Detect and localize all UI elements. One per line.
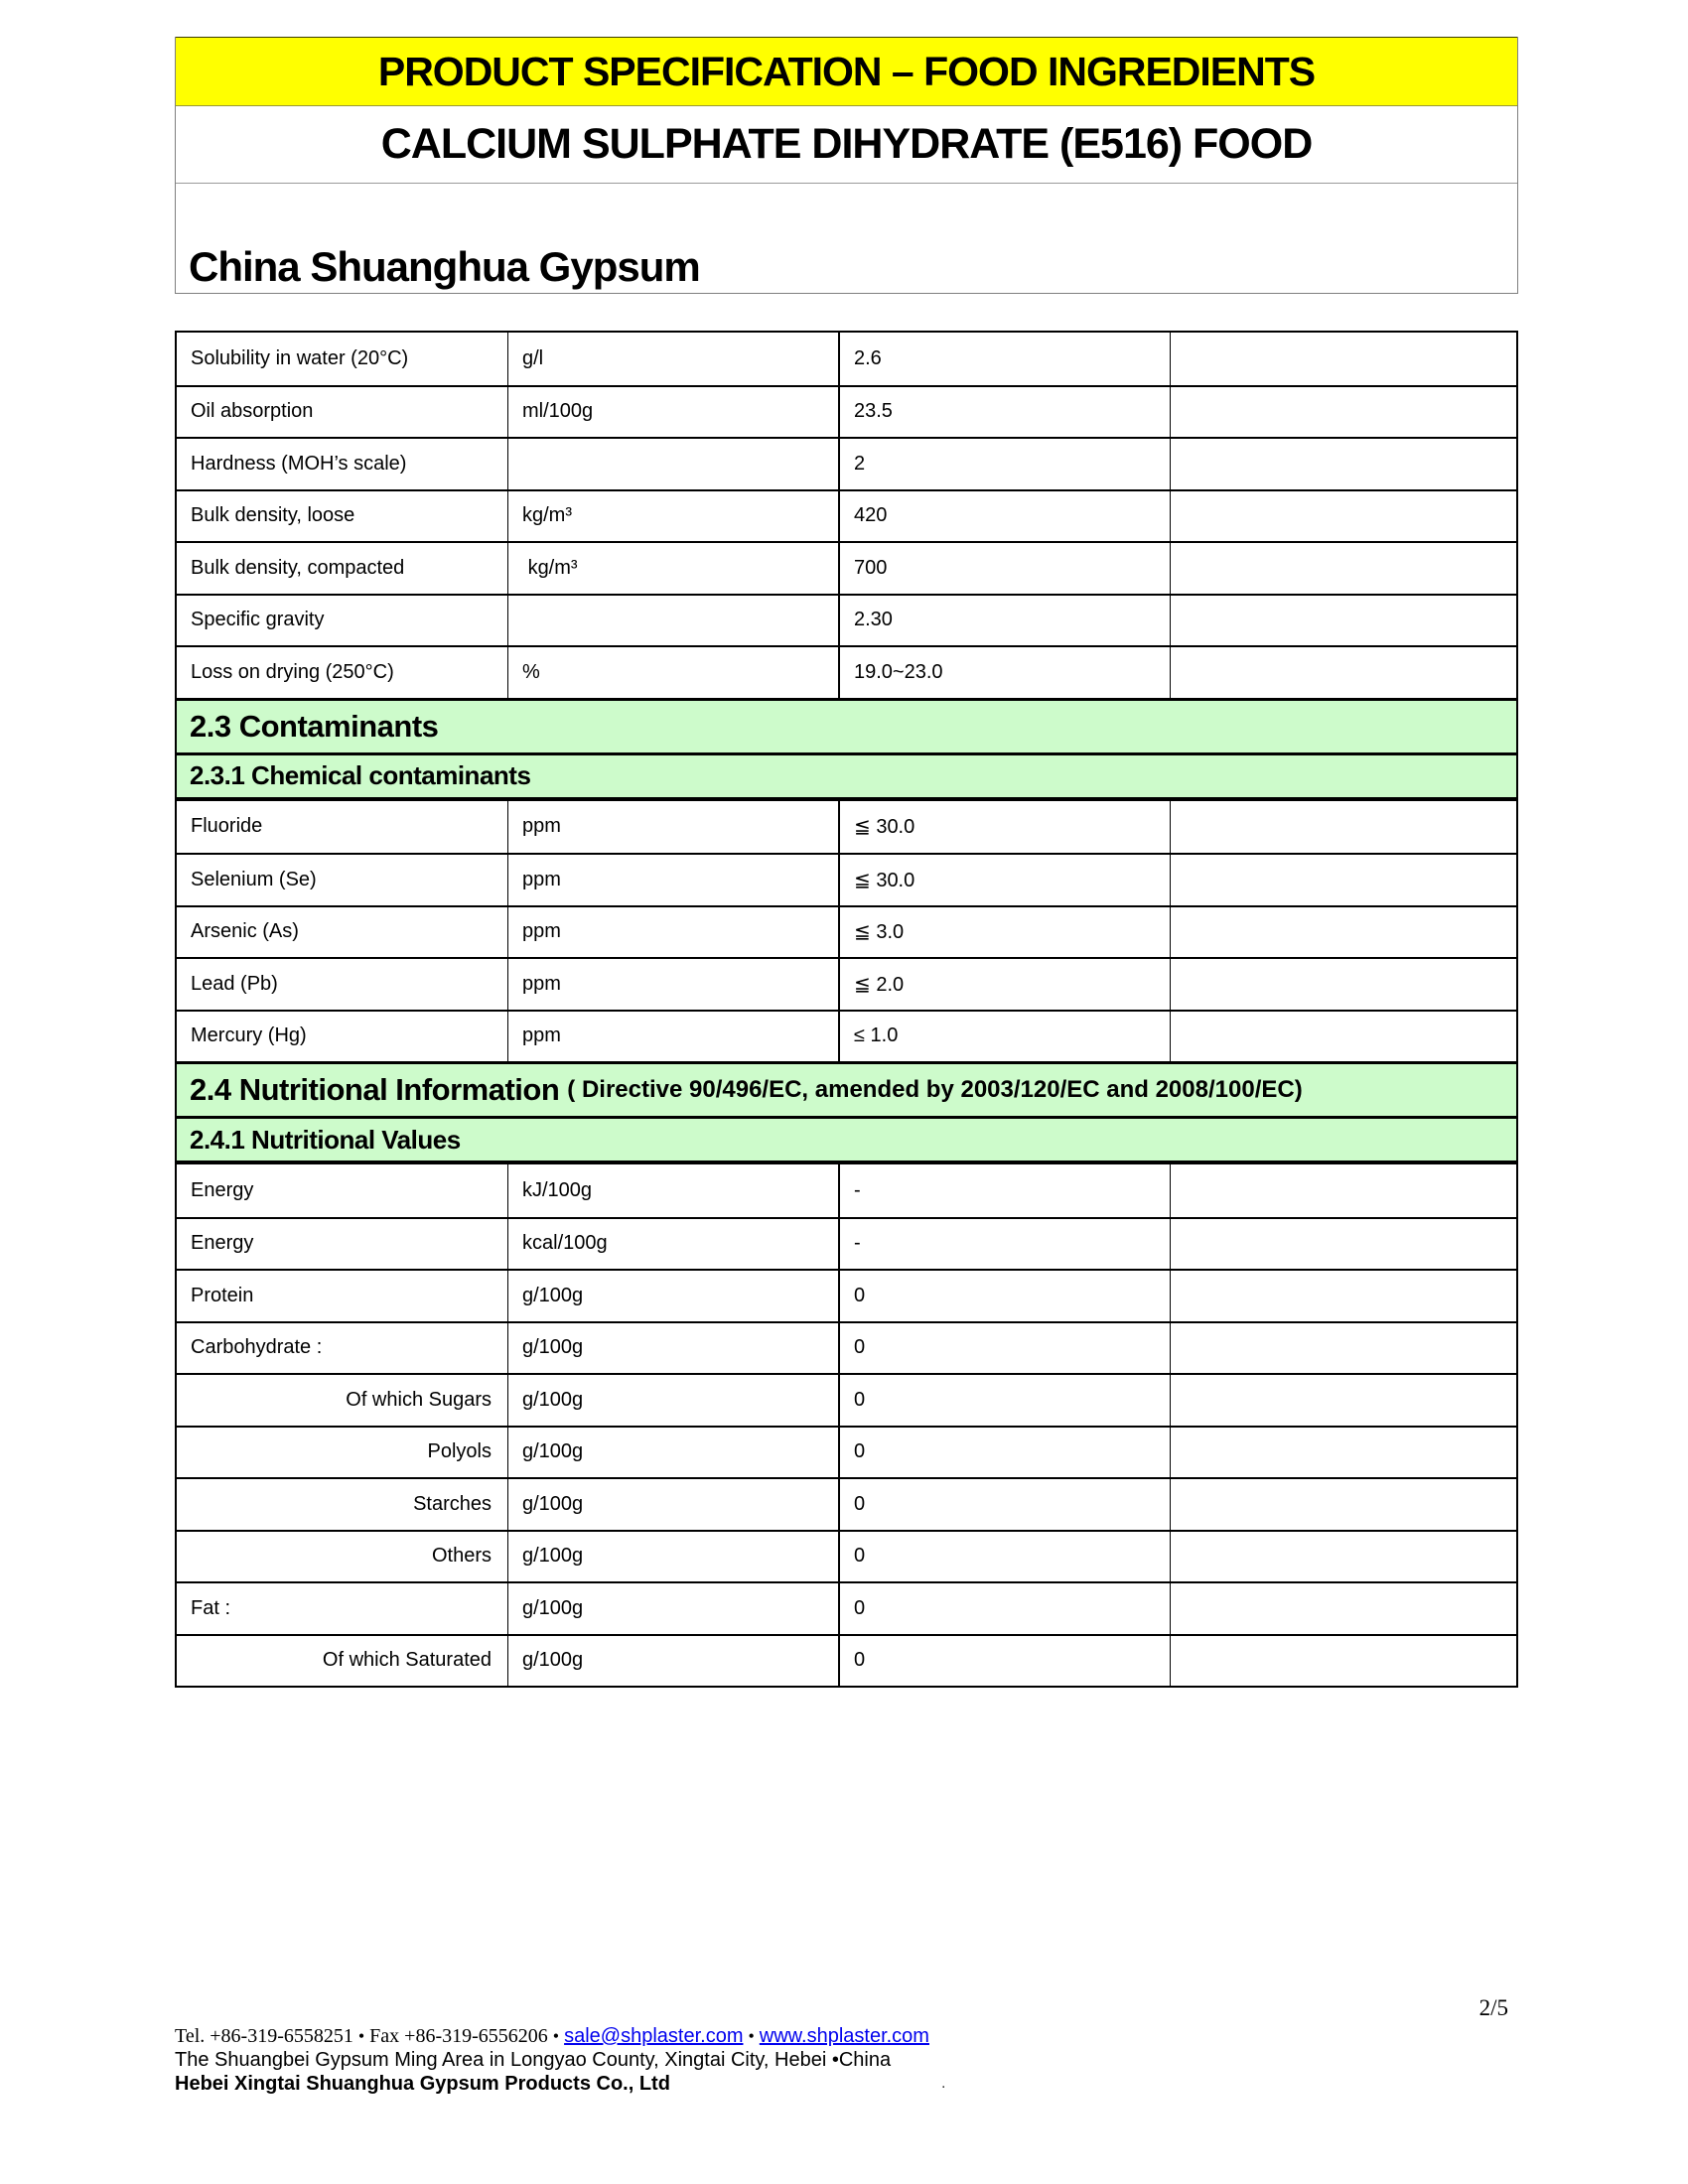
row-value-cell: ≦ 30.0 [838,855,1170,905]
row-label-cell: Of which Saturated [322,1649,492,1672]
row-value-cell: 2.30 [838,596,1170,646]
table-row [177,853,1516,905]
row-label-cell: Oil absorption [191,400,314,423]
row-label-cell: Protein [191,1284,254,1306]
page-number: 2/5 [1478,1995,1508,2020]
row-extra-cell [1170,1323,1516,1374]
row-label-cell: Bulk density, loose [191,504,355,527]
row-unit-cell: kJ/100g [507,1164,838,1217]
row-unit-cell: g/l [507,333,838,385]
row-value-cell: 700 [838,543,1170,594]
row-extra-cell [1170,1428,1516,1478]
row-label-cell: Of which Sugars [346,1388,492,1411]
table-row [177,645,1516,698]
row-unit-cell: % [507,647,838,698]
row-extra-cell [1170,647,1516,698]
row-unit-cell: g/100g [507,1532,838,1582]
subsection-title-text: 2.3.1 Chemical contaminants [190,760,531,790]
bullet-separator: • [748,2026,755,2046]
row-label-cell: Fat : [191,1596,231,1619]
table-row [177,1373,1516,1426]
table-row [177,1426,1516,1478]
row-label-cell: Energy [191,1178,254,1201]
row-extra-cell [1170,596,1516,646]
row-extra-cell [1170,1583,1516,1634]
contaminants-table [175,799,1518,1064]
row-value-cell: 0 [838,1636,1170,1687]
row-value-cell: 2 [838,439,1170,489]
table-row [177,541,1516,594]
section-title-text: 2.3 Contaminants [190,708,439,744]
footer-contact-line [175,2025,1518,2048]
section-title-note: ( Directive 90/496/EC, amended by 2003/120/EC and 2008/100/EC) [567,1076,1303,1103]
row-value-cell: 0 [838,1271,1170,1321]
footer-fax: Fax +86-319-6556206 [369,2025,548,2047]
row-unit-cell: ppm [507,855,838,905]
row-label-cell: Others [431,1545,492,1568]
row-extra-cell [1170,1479,1516,1530]
row-unit-cell: g/100g [507,1323,838,1374]
row-unit-cell: g/100g [507,1428,838,1478]
table-row [177,1477,1516,1530]
spacer [175,294,1518,331]
table-row [177,1164,1516,1217]
row-label-cell: Energy [191,1232,254,1255]
table-row [177,489,1516,542]
section-title-contaminants [175,700,1518,754]
row-extra-cell [1170,491,1516,542]
bullet-separator: • [552,2026,560,2046]
row-extra-cell [1170,855,1516,905]
row-label-cell: Solubility in water (20°C) [191,346,409,369]
document-header [175,37,1518,294]
row-extra-cell [1170,1271,1516,1321]
product-title: CALCIUM SULPHATE DIHYDRATE (E516) FOOD [176,106,1517,184]
row-label-cell: Bulk density, compacted [191,556,405,579]
row-value-cell: 23.5 [838,387,1170,438]
row-value-cell: 0 [838,1375,1170,1426]
row-unit-cell: g/100g [507,1479,838,1530]
row-unit-cell: ml/100g [507,387,838,438]
table-row [177,957,1516,1010]
table-row [177,905,1516,958]
row-unit-cell: kg/m³ [507,491,838,542]
table-row [177,594,1516,646]
row-extra-cell [1170,1012,1516,1062]
row-label-cell: Lead (Pb) [191,972,278,995]
row-value-cell: 0 [838,1479,1170,1530]
table-row [177,1217,1516,1270]
row-unit-cell: kg/m³ [507,543,838,594]
row-extra-cell [1170,439,1516,489]
table-row [177,1269,1516,1321]
row-value-cell: 0 [838,1583,1170,1634]
row-extra-cell [1170,543,1516,594]
row-value-cell: 0 [838,1428,1170,1478]
row-extra-cell [1170,801,1516,854]
section-title-text: 2.4 Nutritional Information [190,1072,560,1107]
subsection-title-chemical-contaminants [175,754,1518,799]
row-value-cell: 420 [838,491,1170,542]
row-extra-cell [1170,387,1516,438]
row-unit-cell: g/100g [507,1271,838,1321]
row-value-cell: 0 [838,1532,1170,1582]
table-row [177,333,1516,385]
row-unit-cell: kcal/100g [507,1219,838,1270]
row-unit-cell [507,596,838,646]
row-unit-cell: g/100g [507,1375,838,1426]
table-row [177,1321,1516,1374]
row-label-cell: Arsenic (As) [191,920,299,943]
table-row [177,801,1516,854]
website-link[interactable]: www.shplaster.com [759,2025,929,2047]
physical-properties-table [175,331,1518,700]
row-unit-cell [507,439,838,489]
bullet-separator: • [357,2026,365,2046]
table-row [177,1010,1516,1062]
table-row [177,1530,1516,1582]
row-value-cell: - [838,1219,1170,1270]
row-value-cell: 0 [838,1323,1170,1374]
row-extra-cell [1170,1219,1516,1270]
row-label-cell: Carbohydrate : [191,1336,323,1359]
row-label-cell: Selenium (Se) [191,868,317,890]
row-value-cell: ≦ 3.0 [838,907,1170,958]
table-row [177,1634,1516,1687]
banner-title: PRODUCT SPECIFICATION – FOOD INGREDIENTS [176,37,1517,106]
nutrition-table [175,1162,1518,1688]
table-row [177,385,1516,438]
table-row [177,437,1516,489]
footer [175,2025,1518,2096]
subsection-title-text: 2.4.1 Nutritional Values [190,1124,461,1155]
row-unit-cell: ppm [507,907,838,958]
row-label-cell: Starches [413,1492,492,1515]
row-unit-cell: g/100g [507,1583,838,1634]
company-name: China Shuanghua Gypsum [189,243,700,290]
row-extra-cell [1170,333,1516,385]
footer-address: The Shuangbei Gypsum Ming Area in Longyao County, Xingtai City, Hebei •China [175,2049,892,2071]
row-value-cell: ≦ 2.0 [838,959,1170,1010]
row-label-cell: Hardness (MOH’s scale) [191,452,407,475]
row-value-cell: 2.6 [838,333,1170,385]
subsection-title-nutritional-values [175,1118,1518,1162]
row-extra-cell [1170,1636,1516,1687]
row-value-cell: - [838,1164,1170,1217]
footer-company: Hebei Xingtai Shuanghua Gypsum Products Co., Ltd [175,2073,670,2095]
row-unit-cell: ppm [507,1012,838,1062]
row-extra-cell [1170,1164,1516,1217]
row-extra-cell [1170,1375,1516,1426]
stray-mark: . [941,2075,946,2092]
row-extra-cell [1170,907,1516,958]
row-label-cell: Mercury (Hg) [191,1024,307,1047]
row-unit-cell: g/100g [507,1636,838,1687]
row-value-cell: ≦ 30.0 [838,801,1170,854]
section-title-nutrition [175,1063,1518,1118]
row-unit-cell: ppm [507,959,838,1010]
row-label-cell: Polyols [427,1440,492,1463]
row-label-cell: Loss on drying (250°C) [191,660,394,683]
row-value-cell: 19.0~23.0 [838,647,1170,698]
row-value-cell: ≤ 1.0 [838,1012,1170,1062]
email-link[interactable]: sale@shplaster.com [564,2025,744,2047]
row-unit-cell: ppm [507,801,838,854]
footer-tel: Tel. +86-319-6558251 [175,2025,353,2047]
document-content [175,37,1518,1688]
table-row [177,1581,1516,1634]
row-extra-cell [1170,1532,1516,1582]
row-label-cell: Specific gravity [191,609,325,631]
row-extra-cell [1170,959,1516,1010]
row-label-cell: Fluoride [191,815,263,838]
